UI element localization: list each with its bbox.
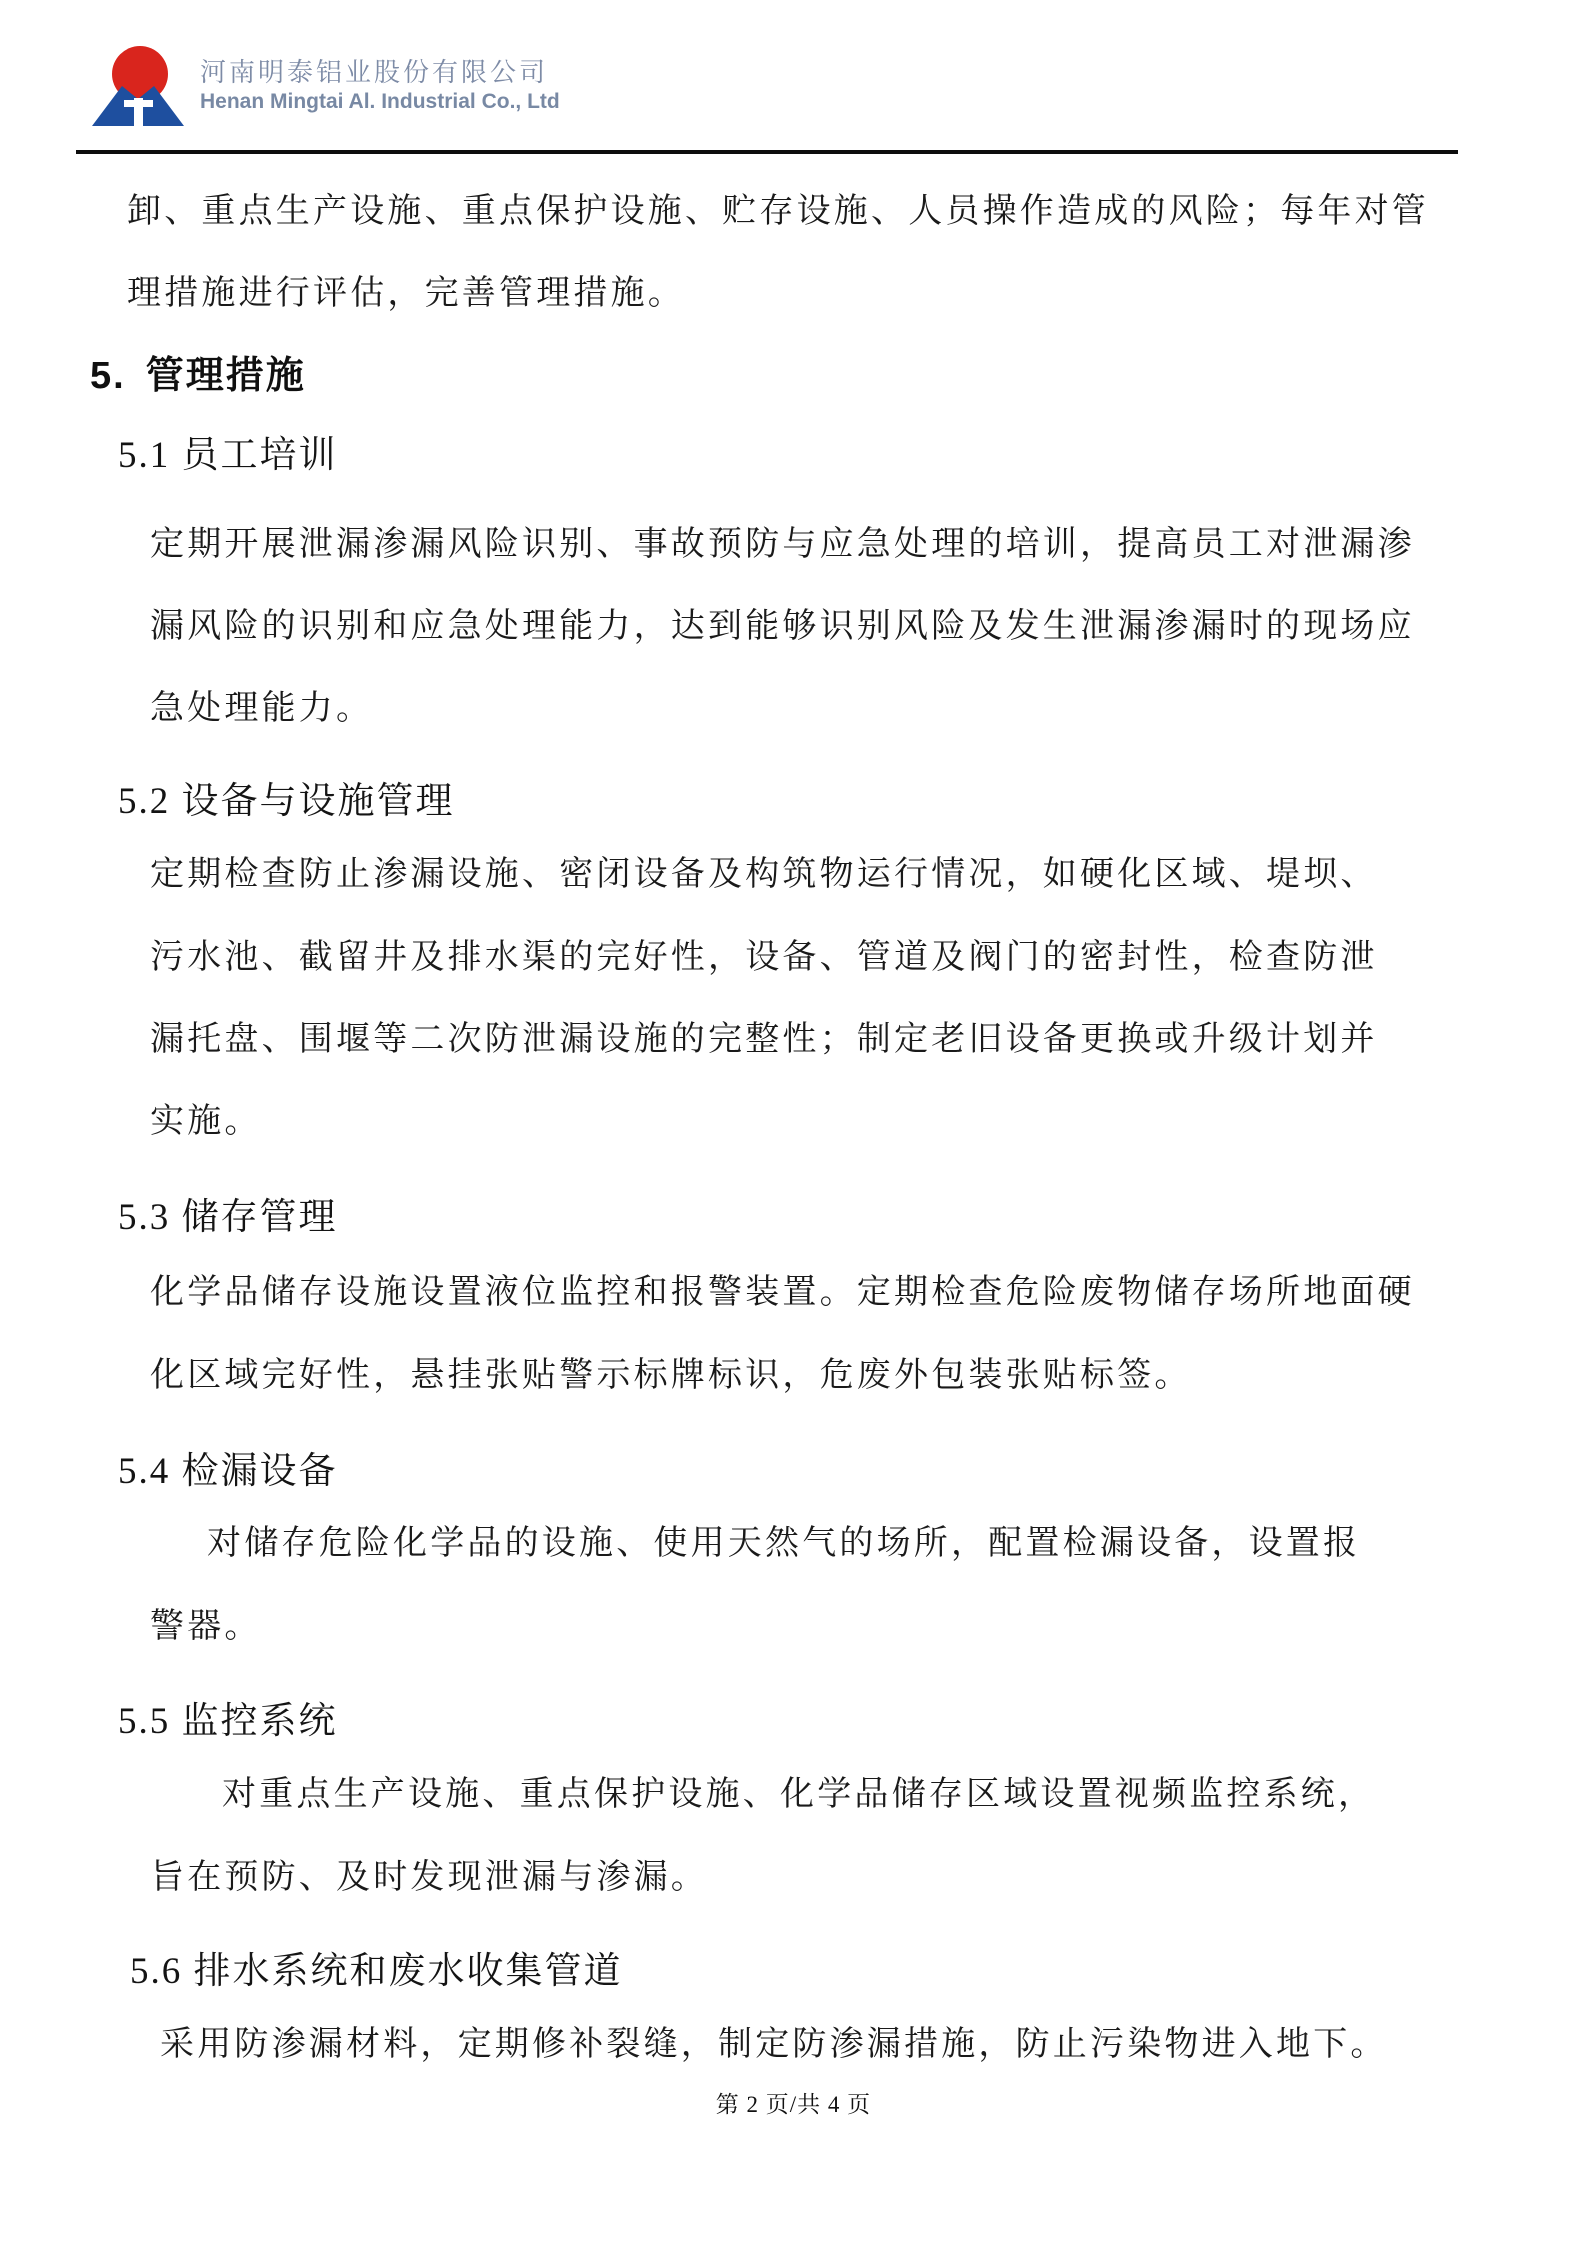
header-divider bbox=[76, 150, 1458, 154]
subsection-heading: 5.2 设备与设施管理 bbox=[118, 781, 455, 822]
body-line: 定期开展泄漏渗漏风险识别、事故预防与应急处理的培训，提高员工对泄漏渗 bbox=[150, 526, 1415, 563]
subsection-heading: 5.6 排水系统和废水收集管道 bbox=[130, 1951, 623, 1992]
letterhead bbox=[0, 0, 1587, 160]
subsection-heading: 5.3 储存管理 bbox=[118, 1197, 338, 1238]
body-line: 实施。 bbox=[150, 1103, 262, 1140]
company-name-zh: 河南明泰铝业股份有限公司 bbox=[200, 58, 549, 87]
body-line: 化区域完好性，悬挂张贴警示标牌标识，危废外包装张贴标签。 bbox=[150, 1357, 1192, 1394]
page-number: 第 2 页/共 4 页 bbox=[715, 2092, 872, 2117]
page-footer bbox=[0, 2086, 1587, 2119]
intro-line: 卸、重点生产设施、重点保护设施、贮存设施、人员操作造成的风险；每年对管 bbox=[127, 193, 1429, 230]
section-title: 管理措施 bbox=[145, 355, 306, 397]
body-line: 警器。 bbox=[150, 1608, 262, 1645]
body-line: 急处理能力。 bbox=[150, 690, 374, 727]
subsection-heading: 5.1 员工培训 bbox=[118, 435, 338, 476]
body-line: 对重点生产设施、重点保护设施、化学品储存区域设置视频监控系统， bbox=[222, 1776, 1376, 1813]
body-line: 对储存危险化学品的设施、使用天然气的场所，配置检漏设备，设置报 bbox=[207, 1525, 1361, 1562]
body-line: 漏托盘、围堰等二次防泄漏设施的完整性；制定老旧设备更换或升级计划并 bbox=[150, 1021, 1378, 1058]
body-line: 旨在预防、及时发现泄漏与渗漏。 bbox=[150, 1859, 708, 1896]
company-logo-icon bbox=[86, 44, 190, 126]
body-line: 漏风险的识别和应急处理能力，达到能够识别风险及发生泄漏渗漏时的现场应 bbox=[150, 608, 1415, 645]
subsection-heading: 5.4 检漏设备 bbox=[118, 1451, 338, 1492]
section-number: 5. bbox=[90, 355, 126, 397]
body-line: 化学品储存设施设置液位监控和报警装置。定期检查危险废物储存场所地面硬 bbox=[150, 1274, 1415, 1311]
intro-line: 理措施进行评估，完善管理措施。 bbox=[127, 275, 685, 312]
body-line: 定期检查防止渗漏设施、密闭设备及构筑物运行情况，如硬化区域、堤坝、 bbox=[150, 856, 1378, 893]
body-line: 采用防渗漏材料，定期修补裂缝，制定防渗漏措施，防止污染物进入地下。 bbox=[160, 2026, 1388, 2063]
body-line: 污水池、截留井及排水渠的完好性，设备、管道及阀门的密封性，检查防泄 bbox=[150, 939, 1378, 976]
section-heading bbox=[90, 344, 306, 399]
subsection-heading: 5.5 监控系统 bbox=[118, 1701, 338, 1742]
company-name-en: Henan Mingtai Al. Industrial Co., Ltd bbox=[200, 90, 560, 113]
